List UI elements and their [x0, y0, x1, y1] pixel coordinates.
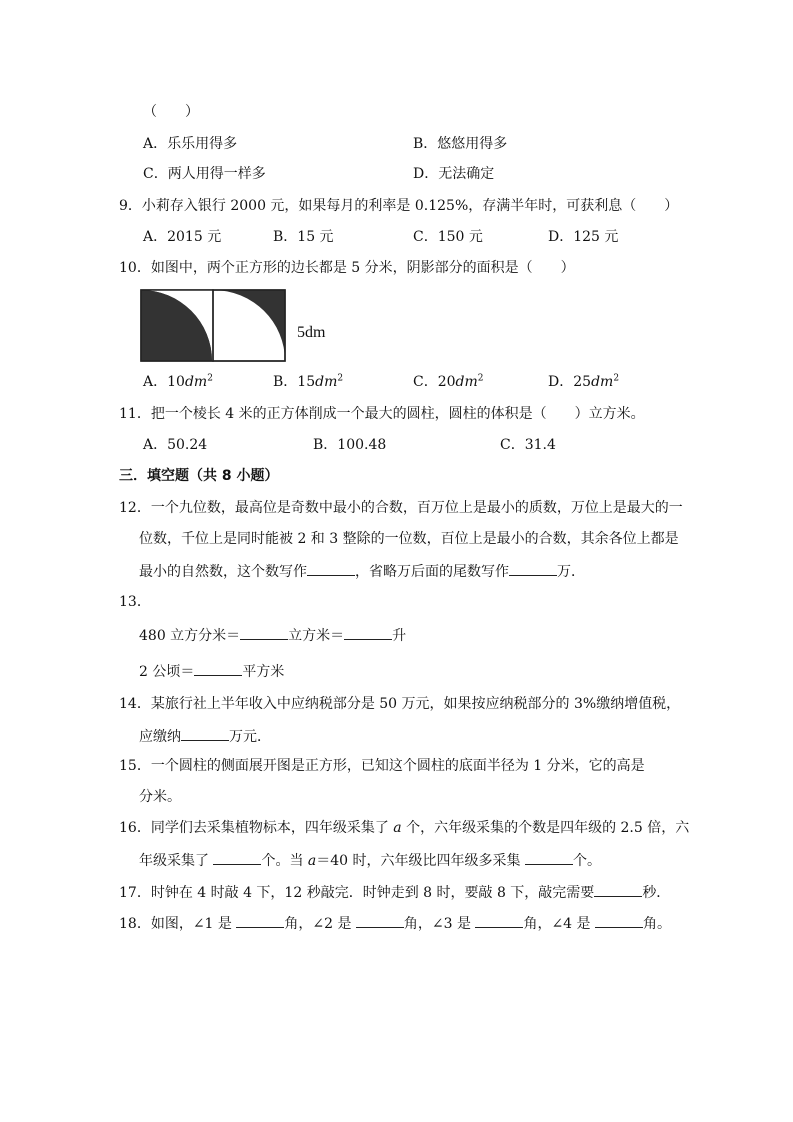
q12-line2: 位数，千位上是同时能被 2 和 3 整除的一位数，百位上是最小的合数，其余各位上都是 — [139, 531, 679, 547]
q12-blank-2[interactable] — [509, 561, 557, 576]
q12-line3: 最小的自然数，这个数写作 ，省略万后面的尾数写作 万． — [139, 561, 585, 581]
q16-blank-1[interactable] — [213, 850, 261, 865]
q15-line1: 15．一个圆柱的侧面展开图是正方形，已知这个圆柱的底面半径为 1 分米，它的高是 — [119, 758, 645, 774]
q11-option-b[interactable]: B．100.48 — [313, 437, 387, 453]
q15-line2: 分米。 — [139, 789, 181, 805]
q9-option-d[interactable]: D．125 元 — [548, 229, 619, 245]
q18-blank-4[interactable] — [595, 913, 643, 928]
q11-option-a[interactable]: A．50.24 — [143, 437, 208, 453]
q18-blank-1[interactable] — [236, 913, 284, 928]
q9-option-b[interactable]: B．15 元 — [273, 229, 334, 245]
q18-line: 18．如图，∠1 是 角，∠2 是 角，∠3 是 角，∠4 是 角。 — [119, 913, 671, 933]
q12-line1: 12．一个九位数，最高位是奇数中最小的合数，百万位上是最小的质数，万位上是最大的一 — [119, 500, 683, 516]
q8-option-c[interactable]: C．两人用得一样多 — [143, 166, 266, 182]
q10-option-b[interactable]: B．$15dm^2$ — [273, 373, 344, 390]
q16-blank-2[interactable] — [525, 850, 573, 865]
q8-answer-paren: （ ） — [143, 104, 199, 120]
q11-text: 11．把一个棱长 4 米的正方体削成一个最大的圆柱，圆柱的体积是（ ）立方米。 — [119, 406, 645, 422]
q14-line2: 应缴纳 万元． — [139, 726, 271, 746]
q14-line1: 14．某旅行社上半年收入中应纳税部分是 50 万元，如果按应纳税部分的 3%缴纳增值税， — [119, 696, 681, 712]
q9-text: 9．小莉存入银行 2000 元，如果每月的利率是 0.125%，存满半年时，可获利息（ ） — [119, 198, 679, 214]
q10-figure — [139, 288, 289, 363]
q12-blank-1[interactable] — [307, 561, 355, 576]
q11-option-c[interactable]: C．31.4 — [500, 437, 556, 453]
q16-line1: 16．同学们去采集植物标本，四年级采集了 a 个，六年级采集的个数是四年级的 2.5 倍，六 — [119, 820, 690, 836]
q10-text: 10．如图中，两个正方形的边长都是 5 分米，阴影部分的面积是（ ） — [119, 260, 575, 276]
q8-option-d[interactable]: D．无法确定 — [413, 166, 495, 182]
q17-line: 17．时钟在 4 时敲 4 下，12 秒敲完．时钟走到 8 时，要敲 8 下，敲完需要 秒． — [119, 882, 670, 902]
q8-option-b[interactable]: B．悠悠用得多 — [413, 136, 508, 152]
q8-option-a[interactable]: A．乐乐用得多 — [143, 136, 238, 152]
q10-figure-label: 5dm — [297, 324, 326, 341]
q13-line2: 2 公顷＝ 平方米 — [139, 661, 284, 681]
q10-option-d[interactable]: D．$25dm^2$ — [548, 373, 620, 390]
section-title: 三．填空题（共 8 小题） — [119, 468, 279, 484]
q17-blank[interactable] — [594, 882, 642, 897]
q13-blank-2[interactable] — [344, 625, 392, 640]
q13-blank-1[interactable] — [240, 625, 288, 640]
q10-option-c[interactable]: C．$20dm^2$ — [413, 373, 484, 390]
q16-line2: 年级采集了 个。当 a＝40 时，六年级比四年级多采集 个。 — [139, 850, 601, 870]
q10-option-a[interactable]: A．$10dm^2$ — [143, 373, 213, 390]
q9-option-a[interactable]: A．2015 元 — [143, 229, 222, 245]
q13-number: 13． — [119, 594, 151, 610]
q14-blank[interactable] — [181, 726, 229, 741]
q9-option-c[interactable]: C．150 元 — [413, 229, 483, 245]
q18-blank-2[interactable] — [356, 913, 404, 928]
q13-blank-3[interactable] — [194, 661, 242, 676]
q18-blank-3[interactable] — [475, 913, 523, 928]
q13-line1: 480 立方分米＝ 立方米＝ 升 — [139, 625, 406, 645]
